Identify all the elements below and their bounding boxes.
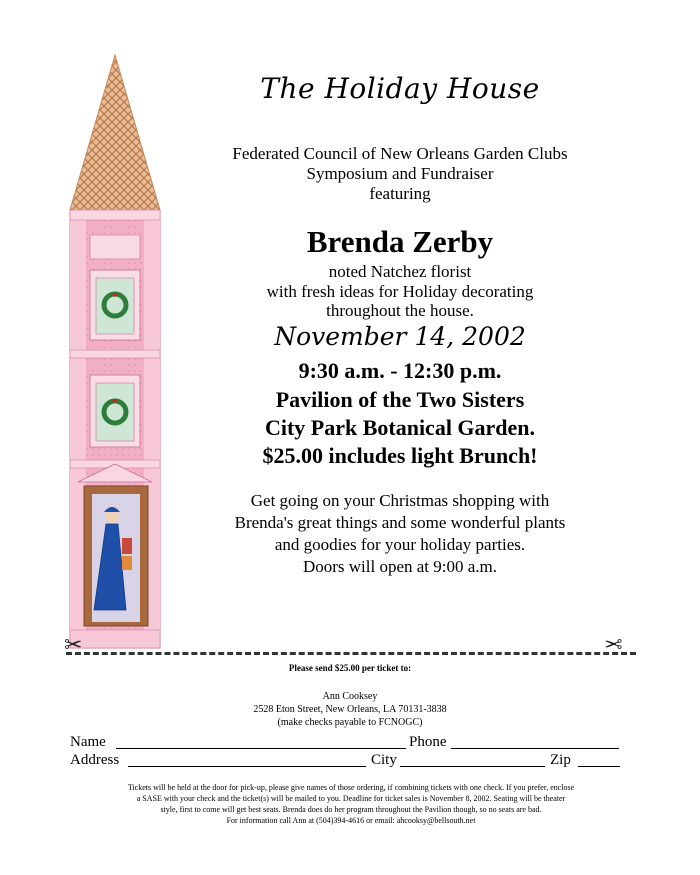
desc-line: throughout the house. (326, 301, 474, 320)
fine-print-line: Tickets will be held at the door for pick-up, please give names of those ordering, if combining tickets with one check. If you prefer, enclose (127, 783, 575, 792)
venue-block (200, 386, 600, 470)
scissors-icon: ✂ (604, 633, 623, 658)
address-field[interactable] (128, 753, 366, 767)
doors-open-line: Doors will open at 9:00 a.m. (302, 557, 498, 576)
phone-field[interactable] (451, 735, 619, 749)
city-field[interactable] (400, 753, 545, 767)
page-title: The Holiday House (260, 72, 540, 105)
venue-name: Pavilion of the Two Sisters (275, 387, 525, 412)
desc-line: noted Natchez florist (328, 262, 472, 281)
contact-address: 2528 Eton Street, New Orleans, LA 70131-3838 (253, 704, 447, 715)
price-line: $25.00 includes light Brunch! (262, 443, 538, 468)
fine-print-line: style, first to come will get best seats. Brenda does do her program throughout the Pavilion though, so no seats are bad. (160, 805, 542, 814)
speaker-description (200, 262, 600, 321)
organizer-line: Federated Council of New Orleans Garden Clubs (232, 144, 568, 163)
desc-line: with fresh ideas for Holiday decorating (266, 281, 534, 301)
event-date: November 14, 2002 (274, 322, 526, 351)
name-label: Name (70, 734, 106, 750)
blurb-line: Brenda's great things and some wonderful plants (234, 513, 566, 532)
roof (70, 55, 160, 210)
event-time: 9:30 a.m. - 12:30 p.m. (298, 358, 502, 383)
city-label: City (371, 752, 397, 768)
speaker-name: Brenda Zerby (306, 224, 494, 259)
name-field[interactable] (116, 735, 406, 749)
event-blurb (200, 490, 600, 578)
send-instruction: Please send $25.00 per ticket to: (288, 663, 412, 673)
scissors-icon: ✂ (64, 633, 83, 658)
blurb-line: Get going on your Christmas shopping with (250, 491, 550, 510)
zip-field[interactable] (578, 753, 620, 767)
organizer-block (200, 144, 600, 204)
contact-name: Ann Cooksey (322, 691, 378, 702)
contact-info-line: For information call Ann at (504)394-4616 or email: ahcooksy@bellsouth.net (226, 816, 476, 825)
zip-label: Zip (550, 752, 571, 768)
event-type-line: Symposium and Fundraiser (306, 164, 494, 183)
checks-note: (make checks payable to FCNOGC) (277, 717, 423, 728)
featuring-line: featuring (369, 184, 431, 203)
blurb-line: and goodies for your holiday parties. (274, 535, 526, 554)
phone-label: Phone (409, 734, 447, 750)
fine-print-line: a SASE with your check and the ticket(s) will be mailed to you. Deadline for ticket sales is November 8, 2002. Seating will be theater (136, 794, 566, 803)
mailing-address (150, 690, 550, 729)
cut-line (66, 652, 636, 655)
fine-print (66, 782, 636, 826)
address-label: Address (70, 752, 120, 768)
venue-location: City Park Botanical Garden. (264, 415, 536, 440)
holiday-house-illustration (60, 50, 170, 650)
